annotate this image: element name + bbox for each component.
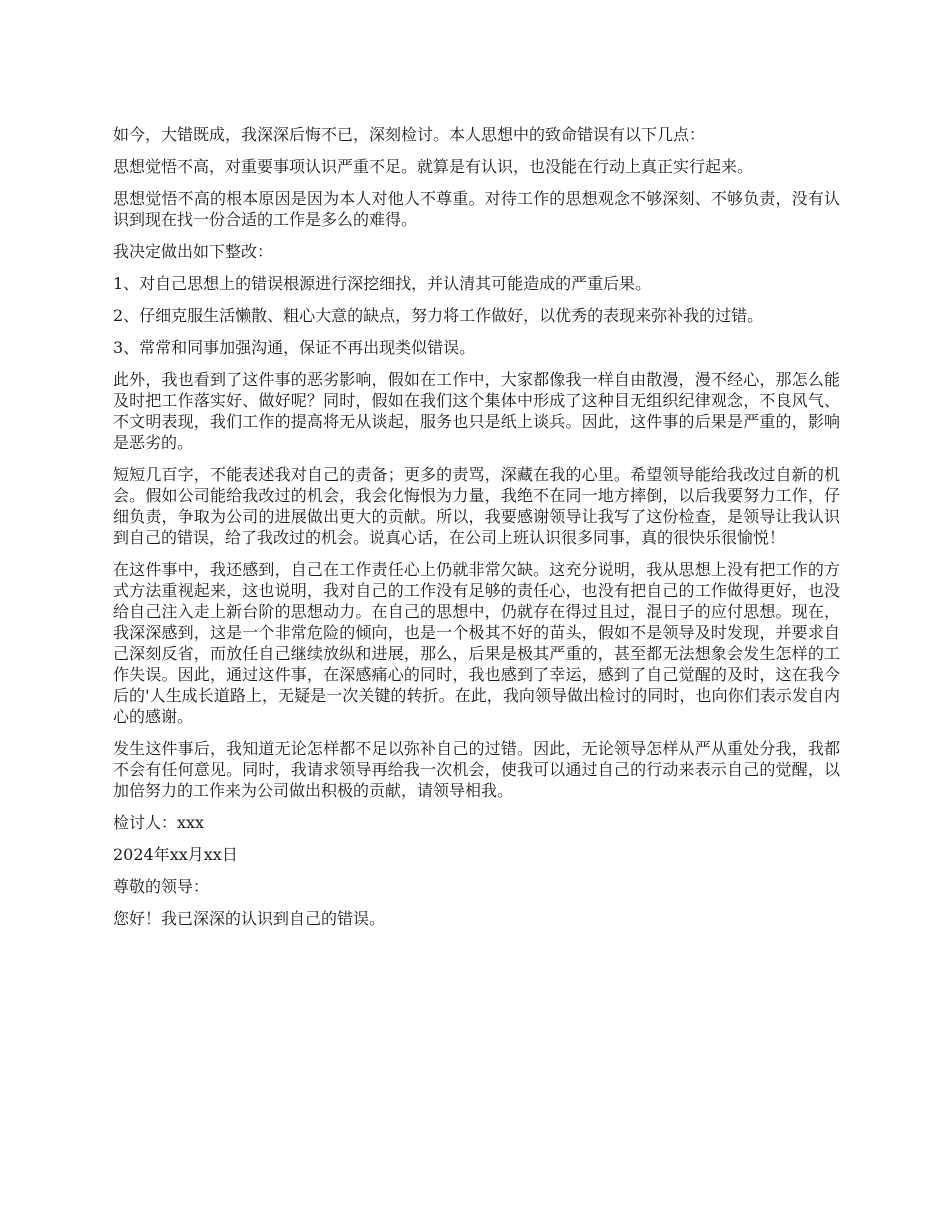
paragraph-request: 发生这件事后，我知道无论怎样都不足以弥补自己的过错。因此，无论领导怎样从严从重处分我，我都不会有任何意见。同时，我请求领导再给我一次机会，使我可以通过自己的行动来表示自己的觉醒，以加倍努力的工作来为公司做出积极的贡献，请领导相我。 xyxy=(113,739,840,800)
paragraph-intro: 如今，大错既成，我深深后悔不已，深刻检讨。本人思想中的致命错误有以下几点： xyxy=(113,125,706,144)
paragraph-gratitude: 短短几百字，不能表述我对自己的责备；更多的责骂，深藏在我的心里。希望领导能给我改过自新的机会。假如公司能给我改过的机会，我会化悔恨为力量，我绝不在同一地方摔倒，以后我要努力工作，仔细负责，争取为公司的进展做出更大的贡献。所以，我要感谢领导让我写了这份检查，是领导让我认识到自己的错误，给了我改过的机会。说真心话，在公司上班认识很多同事，真的很快乐很愉悦！ xyxy=(113,465,840,547)
list-item-1: 1、对自己思想上的错误根源进行深挖细找，并认清其可能造成的严重后果。 xyxy=(113,274,652,293)
list-item-3: 3、常常和同事加强沟通，保证不再出现类似错误。 xyxy=(113,338,476,357)
list-item-2: 2、仔细克服生活懒散、粗心大意的缺点，努力将工作做好，以优秀的表现来弥补我的过错。 xyxy=(113,306,764,325)
paragraph-root-cause: 思想觉悟不高的根本原因是因为本人对他人不尊重。对待工作的思想观念不够深刻、不够负责，没有认识到现在找一份合适的工作是多么的难得。 xyxy=(113,189,840,229)
paragraph-awareness: 思想觉悟不高，对重要事项认识严重不足。就算是有认识，也没能在行动上真正实行起来。 xyxy=(113,157,754,176)
paragraph-rectification-heading: 我决定做出如下整改： xyxy=(113,242,274,261)
document-page xyxy=(113,124,840,940)
greeting-line: 您好！我已深深的认识到自己的错误。 xyxy=(113,909,386,928)
signature-line: 检讨人：xxx xyxy=(113,813,205,832)
date-line: 2024年xx月xx日 xyxy=(113,845,238,864)
salutation: 尊敬的领导： xyxy=(113,877,210,896)
paragraph-impact: 此外，我也看到了这件事的恶劣影响，假如在工作中，大家都像我一样自由散漫，漫不经心，那怎么能及时把工作落实好、做好呢？同时，假如在我们这个集体中形成了这种目无组织纪律观念，不良风气、不文明表现，我们工作的提高将无从谈起，服务也只是纸上谈兵。因此，这件事的后果是严重的，影响是恶劣的。 xyxy=(113,370,840,452)
paragraph-responsibility: 在这件事中，我还感到，自己在工作责任心上仍就非常欠缺。这充分说明，我从思想上没有把工作的方式方法重视起来，这也说明，我对自己的工作没有足够的责任心，也没有把自己的工作做得更好，也没给自己注入走上新台阶的思想动力。在自己的思想中，仍就存在得过且过，混日子的应付思想。现在，我深深感到，这是一个非常危险的倾向，也是一个极其不好的苗头，假如不是领导及时发现，并要求自己深刻反省，而放任自己继续放纵和进展，那么，后果是极其严重的，甚至都无法想象会发生怎样的工作失误。因此，通过这件事，在深感痛心的同时，我也感到了幸运，感到了自己觉醒的及时，这在我今后的'人生成长道路上，无疑是一次关键的转折。在此，我向领导做出检讨的同时，也向你们表示发自内心的感谢。 xyxy=(113,560,840,726)
